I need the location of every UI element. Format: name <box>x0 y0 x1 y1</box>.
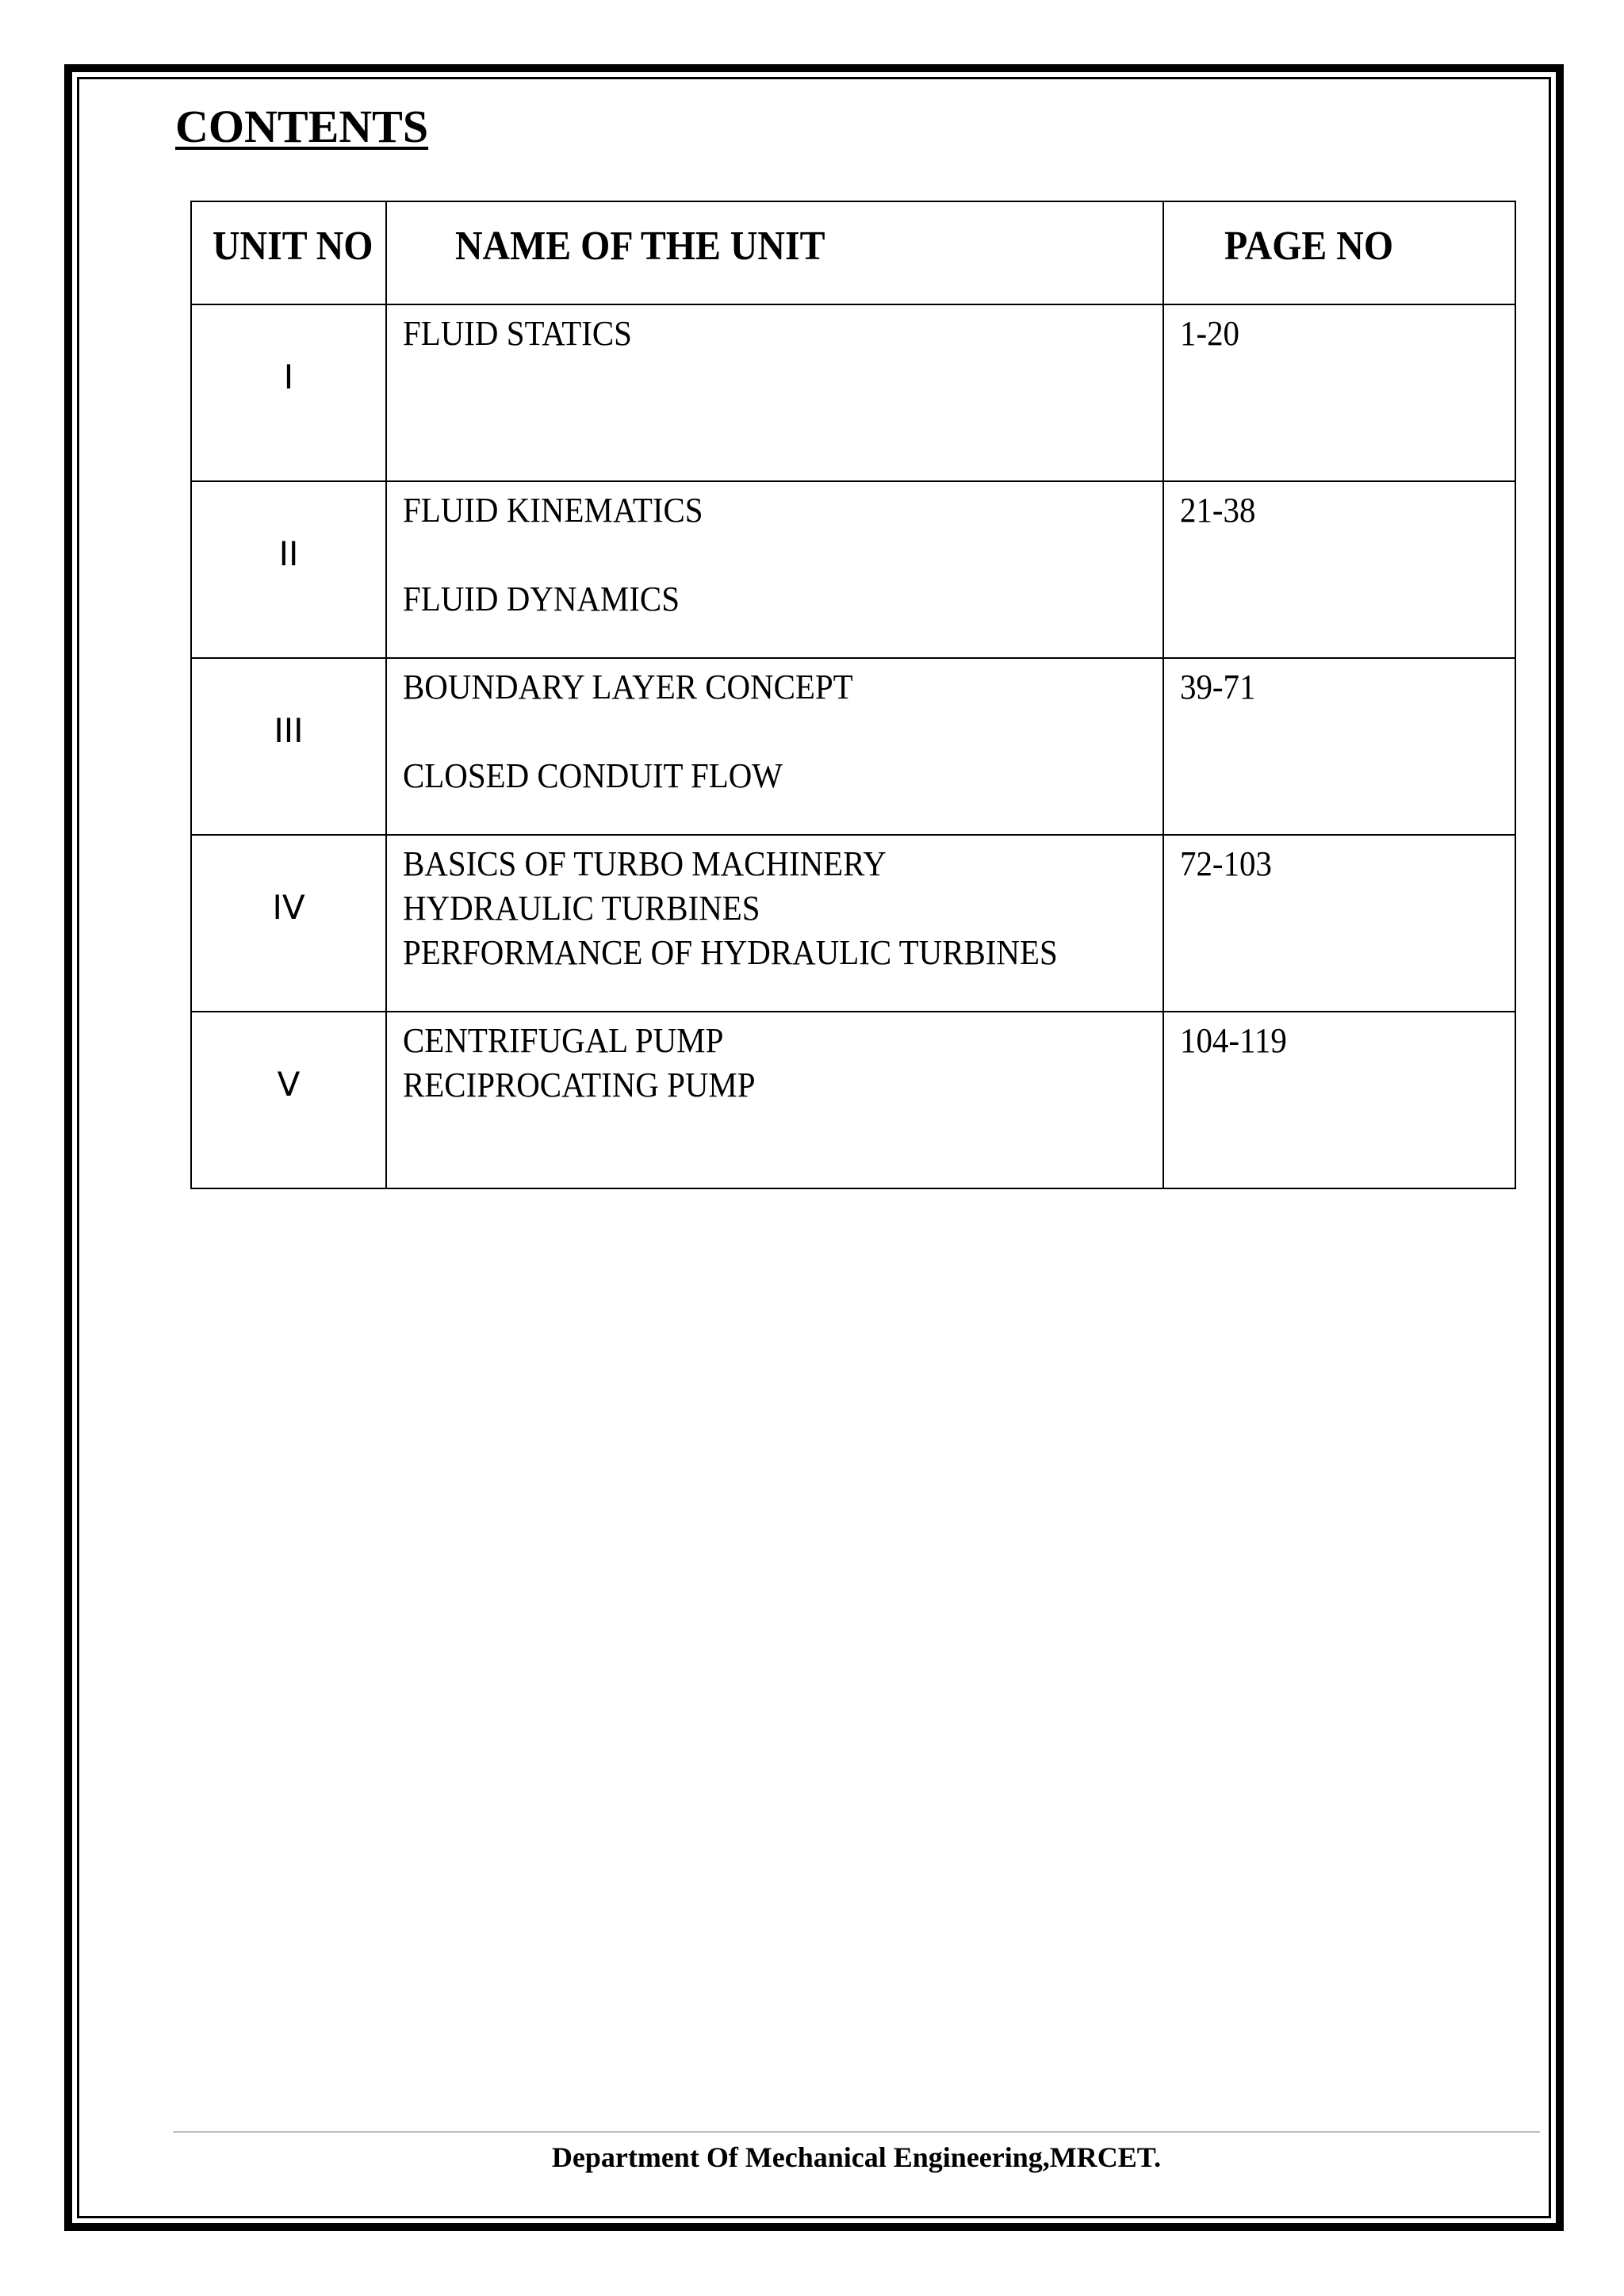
unit-number: V <box>277 1065 301 1104</box>
unit-topic: BOUNDARY LAYER CONCEPT <box>403 668 853 706</box>
unit-name-cell <box>386 304 1163 481</box>
page-range: 1-20 <box>1180 314 1240 353</box>
unit-name-cell <box>386 481 1163 658</box>
page-range-cell <box>1163 835 1515 1012</box>
unit-topic: CENTRIFUGAL PUMP <box>403 1021 724 1060</box>
page-range-cell <box>1163 304 1515 481</box>
table-header-row <box>191 201 1515 304</box>
unit-topic: PERFORMANCE OF HYDRAULIC TURBINES <box>403 933 1058 972</box>
unit-topic: FLUID STATICS <box>403 314 632 353</box>
page-range: 104-119 <box>1180 1021 1287 1060</box>
unit-number-cell <box>191 658 386 835</box>
unit-topic: CLOSED CONDUIT FLOW <box>403 756 783 795</box>
unit-name-cell <box>386 658 1163 835</box>
unit-topic: FLUID DYNAMICS <box>403 580 680 618</box>
unit-topic: BASICS OF TURBO MACHINERY <box>403 844 887 883</box>
page-range-cell <box>1163 481 1515 658</box>
header-unit-no <box>191 201 386 304</box>
contents-heading: CONTENTS <box>175 101 429 152</box>
table-row <box>191 658 1515 835</box>
page-range: 39-71 <box>1180 668 1256 706</box>
unit-name-cell <box>386 835 1163 1012</box>
unit-topic: FLUID KINEMATICS <box>403 491 703 530</box>
table-row <box>191 1012 1515 1188</box>
footer-department: Department Of Mechanical Engineering,MRCET. <box>551 2141 1162 2173</box>
unit-number-cell <box>191 481 386 658</box>
unit-name-cell <box>386 1012 1163 1188</box>
unit-topic: RECIPROCATING PUMP <box>403 1066 756 1104</box>
unit-number-cell <box>191 835 386 1012</box>
unit-number: II <box>278 534 299 573</box>
header-page-no-label: PAGE NO <box>1224 224 1394 269</box>
unit-number: III <box>274 711 304 750</box>
unit-number: IV <box>272 888 305 927</box>
page-range-cell <box>1163 658 1515 835</box>
table-row <box>191 481 1515 658</box>
page-range-cell <box>1163 1012 1515 1188</box>
unit-number: I <box>283 358 294 396</box>
unit-topic: HYDRAULIC TURBINES <box>403 889 760 928</box>
header-name-of-unit <box>386 201 1163 304</box>
table-row <box>191 304 1515 481</box>
page-range: 21-38 <box>1180 491 1256 530</box>
unit-number-cell <box>191 1012 386 1188</box>
contents-table <box>190 201 1516 1189</box>
header-page-no <box>1163 201 1515 304</box>
footer-divider <box>173 2131 1540 2133</box>
unit-number-cell <box>191 304 386 481</box>
header-name-label: NAME OF THE UNIT <box>455 224 825 269</box>
header-unit-no-label: UNIT NO <box>213 224 373 269</box>
page-range: 72-103 <box>1180 844 1272 883</box>
table-row <box>191 835 1515 1012</box>
